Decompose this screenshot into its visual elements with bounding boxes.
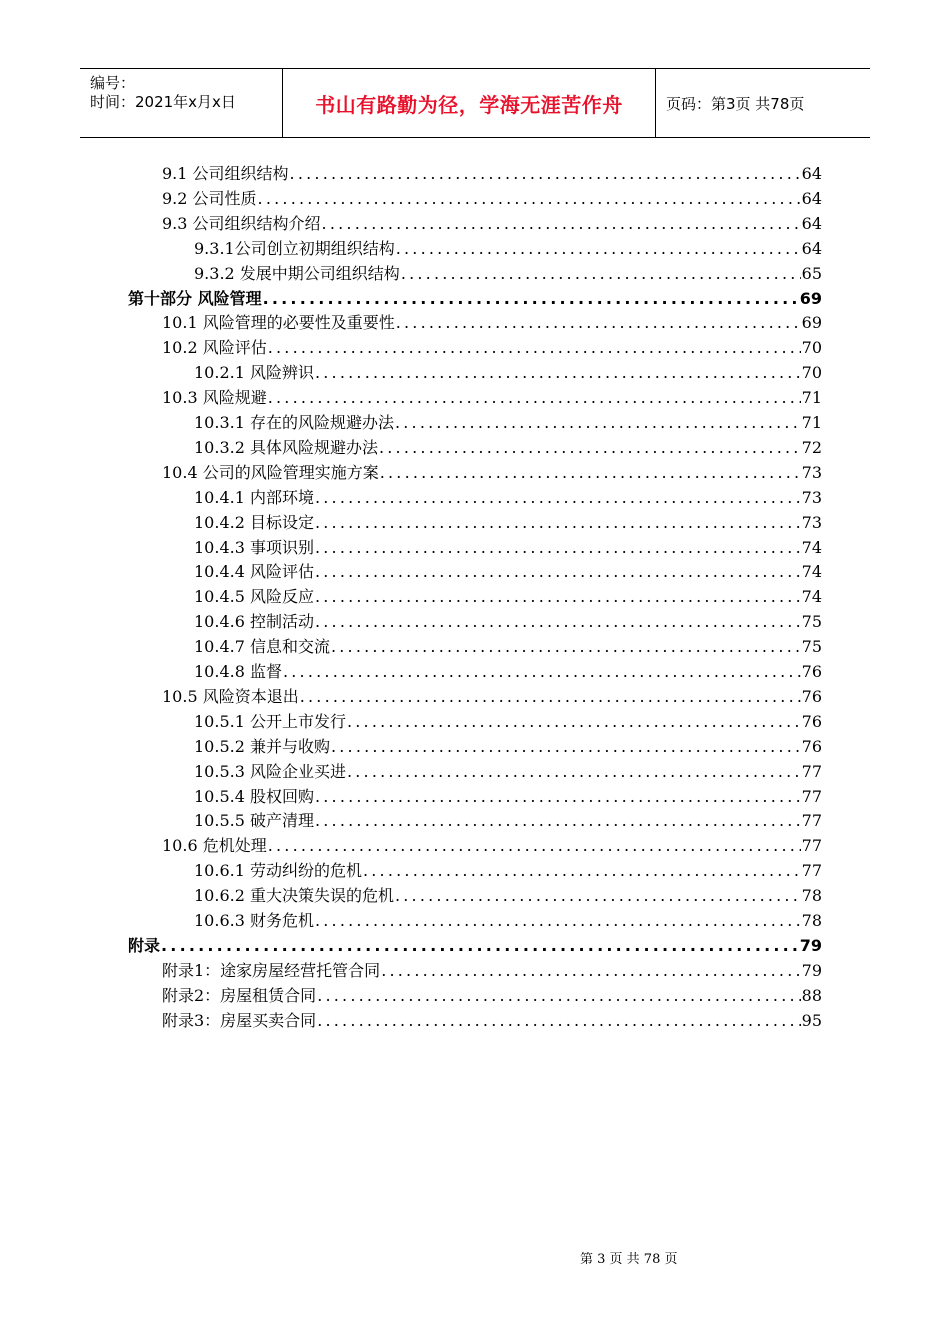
toc-page-number: 76 — [801, 662, 822, 681]
toc-leader-dots — [331, 735, 801, 759]
toc-leader-dots — [268, 336, 801, 360]
toc-leader-dots — [396, 311, 801, 335]
toc-entry-title: 10.5.2 兼并与收购 — [194, 736, 330, 756]
toc-leader-dots — [268, 834, 801, 858]
toc-page-number: 75 — [801, 637, 822, 657]
toc-leader-dots — [363, 859, 801, 883]
toc-page-number: 64 — [801, 213, 822, 233]
toc-entry[interactable] — [194, 735, 822, 759]
motto-text: 书山有路勤为径，学海无涯苦作舟 — [315, 92, 623, 117]
toc-page-number: 75 — [801, 612, 822, 632]
toc-entry[interactable] — [194, 560, 822, 584]
toc-page-number: 69 — [799, 288, 822, 308]
toc-page-number: 77 — [801, 761, 822, 781]
toc-page-number: 76 — [801, 711, 822, 731]
toc-entry[interactable] — [162, 959, 822, 983]
toc-page-number: 73 — [801, 512, 822, 532]
toc-entry[interactable] — [162, 1009, 822, 1033]
toc-entry-title: 10.4.1 内部环境 — [194, 487, 314, 507]
toc-page-number: 74 — [801, 562, 822, 582]
toc-leader-dots — [283, 660, 801, 684]
toc-page-number: 76 — [801, 736, 822, 756]
toc-leader-dots — [395, 884, 801, 908]
toc-page-number: 77 — [801, 861, 822, 881]
footer-page-number: 第 3 页 共 78 页 — [580, 1252, 678, 1267]
toc-entry-title: 10.4 公司的风险管理实施方案 — [162, 462, 379, 482]
toc-entry[interactable] — [162, 461, 822, 485]
toc-leader-dots — [317, 984, 800, 1008]
toc-entry-title: 10.6.3 财务危机 — [194, 911, 314, 930]
toc-entry[interactable] — [162, 212, 822, 236]
toc-entry[interactable] — [194, 536, 822, 560]
toc-leader-dots — [258, 187, 801, 211]
toc-entry[interactable] — [162, 311, 822, 335]
toc-entry[interactable] — [162, 187, 822, 211]
header-info-cell — [80, 69, 283, 137]
toc-entry-title: 9.3.2 发展中期公司组织结构 — [194, 263, 400, 283]
toc-leader-dots — [300, 685, 801, 709]
toc-leader-dots — [268, 386, 801, 410]
toc-page-number: 78 — [801, 886, 822, 906]
toc-page-number: 78 — [801, 911, 822, 930]
toc-page-number: 77 — [801, 786, 822, 806]
toc-entry[interactable] — [194, 884, 822, 908]
toc-entry[interactable] — [194, 760, 822, 784]
toc-entry-title: 10.2.1 风险辨识 — [194, 363, 314, 383]
toc-page-number: 76 — [801, 686, 822, 706]
toc-leader-dots — [315, 486, 801, 510]
toc-entry-title: 10.6.1 劳动纠纷的危机 — [194, 861, 362, 881]
toc-leader-dots — [315, 909, 801, 933]
toc-page-number: 71 — [801, 388, 822, 408]
toc-entry-title: 10.4.6 控制活动 — [194, 612, 314, 632]
toc-page-number: 69 — [801, 313, 822, 333]
toc-page-number: 71 — [801, 413, 822, 432]
toc-entry-title: 10.4.7 信息和交流 — [194, 637, 330, 657]
toc-entry[interactable] — [162, 984, 822, 1008]
toc-entry[interactable] — [194, 585, 822, 609]
toc-section-heading[interactable] — [128, 934, 822, 958]
toc-entry-title: 10.4.3 事项识别 — [194, 537, 314, 557]
toc-page-number: 73 — [801, 462, 822, 482]
toc-page-number: 65 — [801, 263, 822, 283]
toc-entry[interactable] — [194, 710, 822, 734]
header-motto-cell — [283, 69, 656, 137]
toc-entry-title: 附录3：房屋买卖合同 — [162, 1010, 317, 1030]
toc-page-number: 73 — [801, 487, 822, 507]
toc-entry[interactable] — [194, 361, 822, 385]
toc-entry[interactable] — [162, 834, 822, 858]
toc-section-heading[interactable] — [128, 287, 822, 311]
toc-entry[interactable] — [194, 436, 822, 460]
page-header — [80, 68, 870, 138]
toc-page-number: 77 — [801, 836, 822, 856]
toc-entry-title: 附录 — [128, 935, 161, 955]
toc-entry[interactable] — [194, 859, 822, 883]
toc-leader-dots — [290, 162, 801, 186]
toc-leader-dots — [161, 934, 799, 958]
toc-page-number: 95 — [801, 1010, 822, 1030]
toc-entry[interactable] — [162, 336, 822, 360]
toc-leader-dots — [315, 610, 801, 634]
toc-entry-title: 第十部分 风险管理 — [128, 288, 262, 308]
toc-page-number: 64 — [801, 188, 822, 208]
toc-leader-dots — [380, 461, 801, 485]
toc-leader-dots — [315, 785, 801, 809]
toc-entry[interactable] — [162, 386, 822, 410]
toc-entry-title: 10.5.4 股权回购 — [194, 786, 314, 806]
toc-leader-dots — [347, 710, 801, 734]
toc-leader-dots — [315, 809, 801, 833]
toc-entry-title: 10.4.4 风险评估 — [194, 562, 314, 582]
toc-entry-title: 9.3 公司组织结构介绍 — [162, 213, 321, 233]
toc-entry-title: 10.6 危机处理 — [162, 836, 267, 856]
toc-entry[interactable] — [194, 660, 822, 684]
toc-entry-title: 10.5.1 公开上市发行 — [194, 711, 346, 731]
toc-entry-title: 10.3.2 具体风险规避办法 — [194, 437, 378, 457]
toc-entry[interactable] — [194, 785, 822, 809]
toc-leader-dots — [263, 287, 799, 311]
toc-entry[interactable] — [194, 809, 822, 833]
toc-entry-title: 9.3.1公司创立初期组织结构 — [194, 238, 395, 258]
toc-entry[interactable] — [194, 909, 822, 933]
toc-page-number: 64 — [801, 238, 822, 258]
toc-leader-dots — [315, 361, 801, 385]
toc-entry[interactable] — [162, 685, 822, 709]
toc-entry-title: 10.3.1 存在的风险规避办法 — [194, 413, 394, 432]
toc-page-number: 70 — [801, 338, 822, 358]
toc-page-number: 79 — [799, 935, 822, 955]
toc-leader-dots — [317, 1009, 800, 1033]
toc-page-number: 79 — [801, 960, 822, 980]
toc-page-number: 74 — [801, 587, 822, 607]
toc-entry-title: 10.4.2 目标设定 — [194, 512, 314, 532]
toc-entry[interactable] — [194, 262, 822, 286]
toc-entry-title: 10.5.5 破产清理 — [194, 811, 314, 831]
toc-entry[interactable] — [194, 635, 822, 659]
toc-page-number: 64 — [801, 164, 822, 183]
toc-leader-dots — [331, 635, 801, 659]
toc-leader-dots — [322, 212, 801, 236]
toc-entry[interactable] — [162, 162, 822, 186]
toc-page-number: 88 — [801, 985, 822, 1005]
header-page-info: 页码：第3页 共78页 — [666, 94, 805, 113]
toc-entry-title: 10.1 风险管理的必要性及重要性 — [162, 313, 395, 333]
toc-leader-dots — [347, 760, 801, 784]
number-label: 编号： — [90, 74, 136, 92]
date-label: 时间：2021年x月x日 — [90, 93, 236, 111]
toc-entry-title: 附录2：房屋租赁合同 — [162, 985, 317, 1005]
toc-leader-dots — [315, 560, 801, 584]
toc-entry-title: 附录1：途家房屋经营托管合同 — [162, 960, 381, 980]
toc-entry-title: 9.1 公司组织结构 — [162, 164, 289, 183]
toc-leader-dots — [379, 436, 801, 460]
toc-entry[interactable] — [194, 237, 822, 261]
toc-leader-dots — [381, 959, 800, 983]
toc-leader-dots — [315, 585, 801, 609]
toc-entry-title: 9.2 公司性质 — [162, 188, 257, 208]
toc-page-number: 77 — [801, 811, 822, 831]
toc-page-number: 70 — [801, 363, 822, 383]
header-page-cell — [656, 69, 870, 137]
toc-leader-dots — [401, 262, 801, 286]
toc-entry-title: 10.3 风险规避 — [162, 388, 267, 408]
toc-entry-title: 10.6.2 重大决策失误的危机 — [194, 886, 394, 906]
toc-entry-title: 10.4.5 风险反应 — [194, 587, 314, 607]
toc-entry[interactable] — [194, 511, 822, 535]
toc-entry-title: 10.5.3 风险企业买进 — [194, 761, 346, 781]
toc-entry[interactable] — [194, 486, 822, 510]
toc-page-number: 74 — [801, 537, 822, 557]
toc-entry-title: 10.5 风险资本退出 — [162, 686, 299, 706]
toc-leader-dots — [395, 411, 801, 435]
toc-leader-dots — [315, 536, 801, 560]
toc-leader-dots — [315, 511, 801, 535]
toc-entry[interactable] — [194, 411, 822, 435]
toc-page-number: 72 — [801, 437, 822, 457]
toc-entry-title: 10.2 风险评估 — [162, 338, 267, 358]
toc-entry-title: 10.4.8 监督 — [194, 662, 282, 681]
toc-leader-dots — [396, 237, 801, 261]
toc-entry[interactable] — [194, 610, 822, 634]
